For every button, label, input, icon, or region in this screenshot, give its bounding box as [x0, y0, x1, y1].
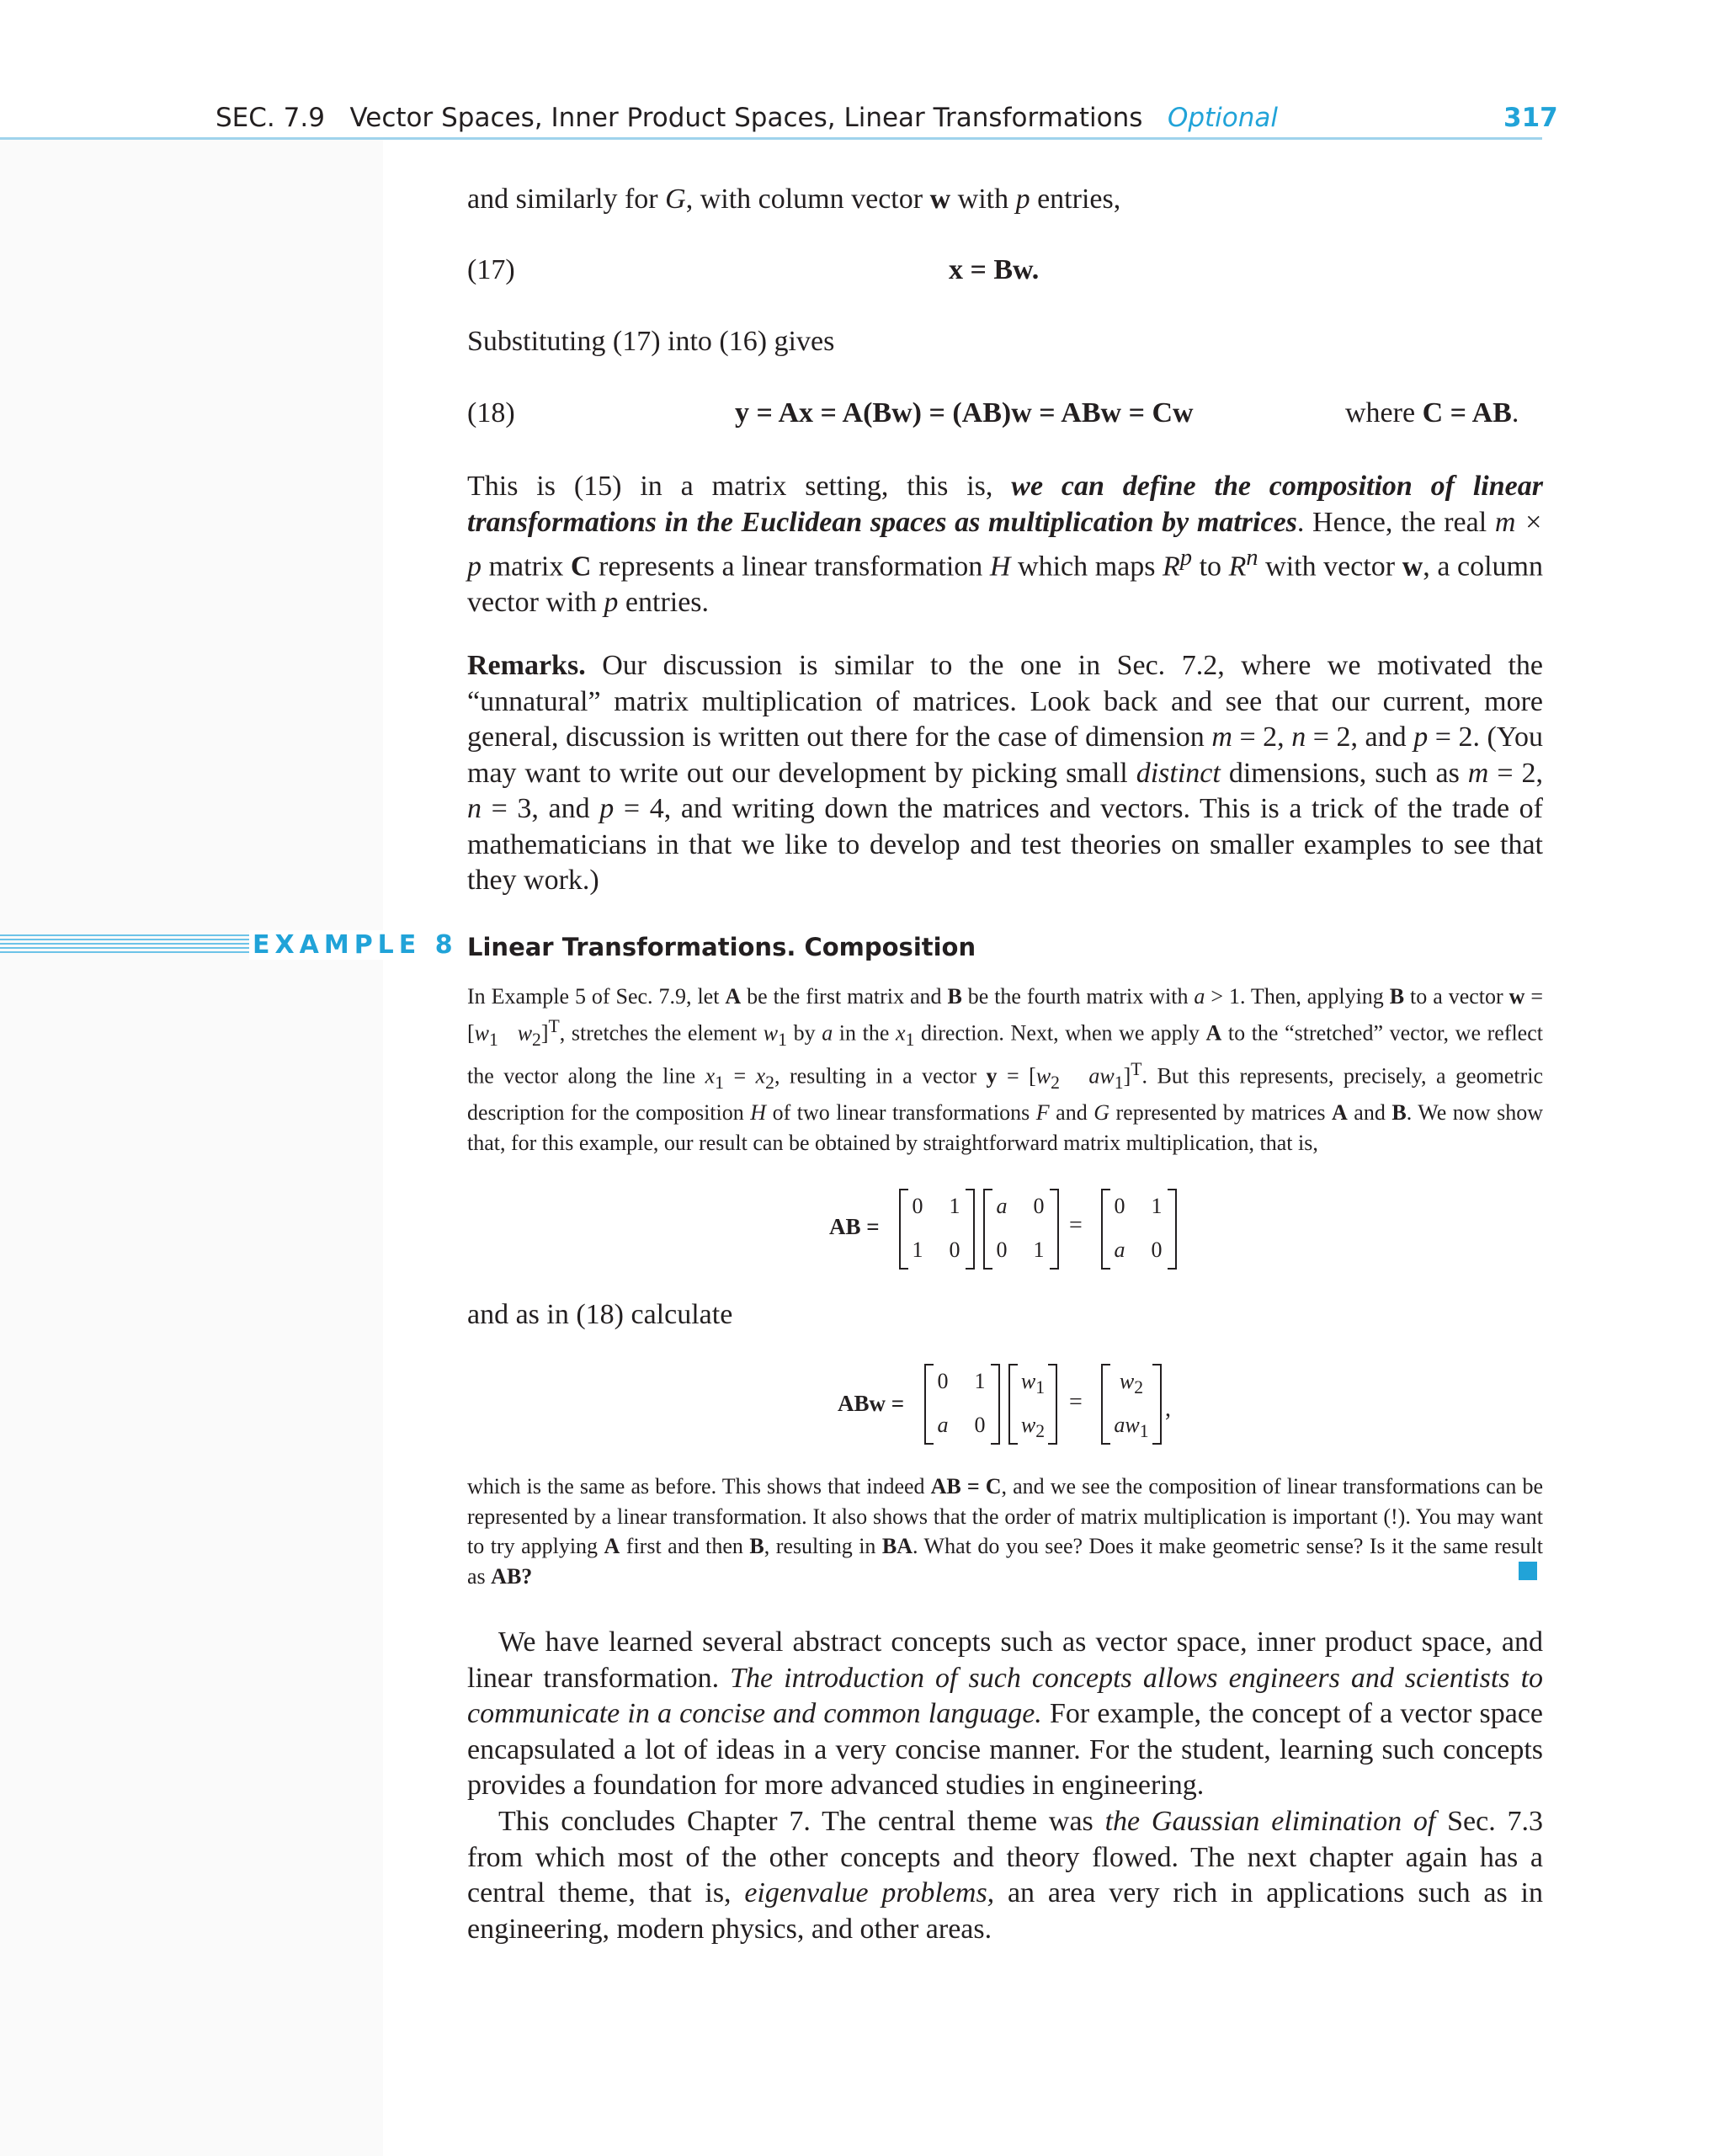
closing-paragraph-1: We have learned several abstract concepts such as vector space, inner product space, and linear transformation. The introduction of such concepts allows engineers and scientists to communicate in a concise and common language. For example, the concept of a vector space encapsulated a lot of ideas in a very concise manner. For the student, learning such concepts provides a foundation for more advanced studies in engineering.: [467, 1626, 1544, 1801]
example-paragraph-1: In Example 5 of Sec. 7.9, let A be the first matrix and B be the fourth matrix with a > 1. Then, applying B to a vector $w = [w_1$ $w_2]^T$, stretches the element $w_1$ by a in the $x_1$ direction. Next, when we apply A to the “stretched” vector, we reflect the vector along the line $x_1 = x_2$, resulting in a vector $y = [w_2$ $aw_1]^T$. But this represents, precisely, a geometric description for the composition H of two linear transformations F and G represented by matrices A and B. We now show that, for this example, our result can be obtained by straightforward matrix multiplication, that is,: [467, 984, 1543, 1155]
remarks-paragraph: Remarks. Our discussion is similar to the one in Sec. 7.2, where we motivated the “unnatural” matrix multiplication of matrices. Look back and see that our current, more general, discussion is written out there for the case of dimension m = 2, n = 2, and p = 2. (You may want to write out our development by picking small distinct dimensions, such as m = 2, n = 3, and p = 4, and writing down the matrices and vectors. This is a trick of the trade of mathematicians in that we like to develop and test theories on smaller examples to see that they work.): [467, 650, 1544, 896]
equation-17: x = Bw.: [949, 254, 1040, 285]
header-rule: [0, 137, 1542, 140]
equals-sign: =: [1069, 1212, 1083, 1238]
matrix-AB: 0 1 a 0: [1101, 1189, 1177, 1270]
optional-tag: Optional: [1167, 103, 1279, 133]
equation-18-where: where C = AB.: [1345, 397, 1519, 429]
vector-result: $w_2$ $aw_1$: [1101, 1364, 1162, 1445]
equation-18: y = Ax = A(Bw) = (AB)w = ABw = Cw: [735, 397, 1194, 429]
example-label: EXAMPLE 8: [249, 930, 461, 960]
intro-line: and similarly for G, with column vector w with p entries,: [467, 184, 1121, 215]
section-title: Vector Spaces, Inner Product Spaces, Linear Transformations: [349, 103, 1143, 133]
vector-w: $w_1$ $w_2$: [1008, 1364, 1057, 1445]
left-margin-tint: [0, 140, 383, 2156]
abw-label: ABw =: [838, 1391, 905, 1416]
closing-paragraph-2: This concludes Chapter 7. The central theme was the Gaussian elimination of Sec. 7.3 from which most of the other concepts and theory flowed. The next chapter again has a central theme, that is, eigenvalue problems, an area very rich in applications such as in engineering, modern physics, and other areas.: [467, 1806, 1543, 1945]
example-title: Linear Transformations. Composition: [467, 933, 976, 961]
equals-sign-2: =: [1069, 1389, 1083, 1415]
matrix-A: 0 1 1 0: [899, 1189, 975, 1270]
running-header: [216, 103, 1278, 133]
example-paragraph-2: which is the same as before. This shows that indeed AB = C, and we see the composition of linear transformations can be represented by a linear transformation. It also shows that the order of matrix multiplication is important (!). You may want to try applying A first and then B, resulting in BA. What do you see? Does it make geometric sense? Is it the same result as AB?: [467, 1474, 1543, 1589]
equation-number-17: (17): [467, 254, 515, 285]
matrix-AB-2: 0 1 a 0: [924, 1364, 1000, 1445]
page-number: 317: [1503, 103, 1558, 133]
end-of-example-marker: [1519, 1562, 1537, 1580]
composition-paragraph: This is (15) in a matrix setting, this is, we can define the composition of linear transformations in the Euclidean spaces as multiplication by matrices. Hence, the real m × p matrix C represents a linear transformation H which maps $R^p$ to $R^n$ with vector w, a column vector with p entries.: [467, 471, 1543, 618]
and-as-line: and as in (18) calculate: [467, 1299, 733, 1330]
matrix-B: a 0 0 1: [983, 1189, 1059, 1270]
section-number: SEC. 7.9: [216, 103, 325, 133]
substituting-line: Substituting (17) into (16) gives: [467, 326, 835, 357]
ab-label: AB =: [829, 1214, 880, 1239]
equation-number-18: (18): [467, 397, 515, 429]
comma: ,: [1165, 1396, 1171, 1422]
